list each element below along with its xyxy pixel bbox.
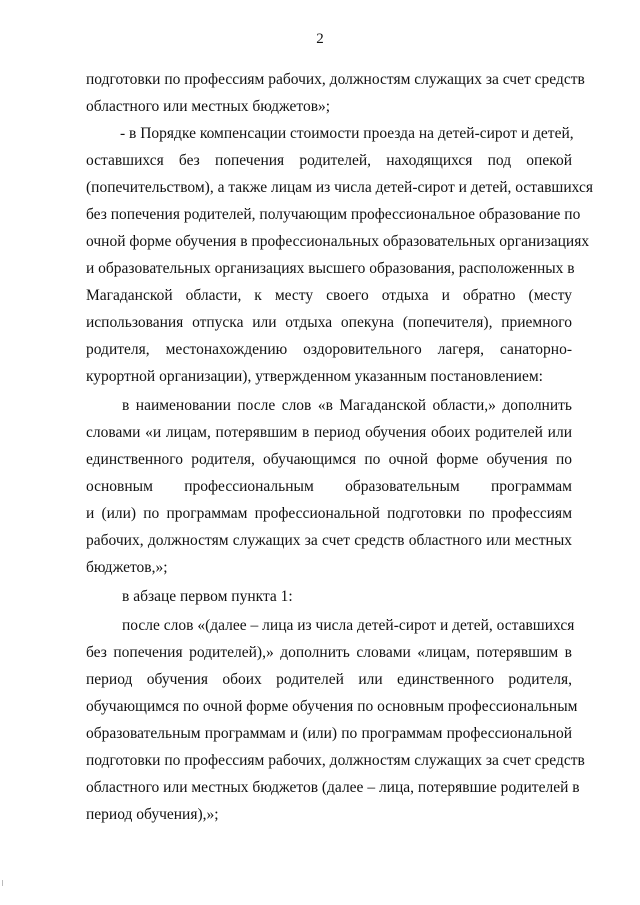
text-line: образовательным программам и (или) по программам профессиональной xyxy=(86,725,572,742)
text-line: Магаданской области, к месту своего отдыха и обратно (месту xyxy=(86,287,572,304)
text-line: в наименовании после слов «в Магаданской области,» дополнить xyxy=(122,397,572,414)
text-line: - в Порядке компенсации стоимости проезда на детей-сирот и детей, xyxy=(120,125,574,142)
page-number: 2 xyxy=(316,31,324,47)
text-line: и (или) по программам профессиональной подготовки по профессиям xyxy=(86,505,572,522)
text-line: в абзаце первом пункта 1: xyxy=(122,588,293,605)
text-line: после слов «(далее – лица из числа детей-сирот и детей, оставшихся xyxy=(122,617,575,634)
text-line: подготовки по профессиям рабочих, должностям служащих за счет средств xyxy=(86,71,585,88)
text-line: словами «и лицам, потерявшим в период обучения обоих родителей или xyxy=(86,424,572,441)
text-line: оставшихся без попечения родителей, находящихся под опекой xyxy=(86,152,572,169)
text-line: рабочих, должностям служащих за счет средств областного или местных xyxy=(86,532,572,549)
text-line: без попечения родителей, получающим профессиональное образование по xyxy=(86,206,581,223)
text-line: областного или местных бюджетов (далее – лица, потерявшие родителей в xyxy=(86,779,580,796)
text-line: и образовательных организациях высшего образования, расположенных в xyxy=(86,260,575,277)
text-line: период обучения обоих родителей или единственного родителя, xyxy=(86,671,572,688)
text-line: без попечения родителей),» дополнить словами «лицам, потерявшим в xyxy=(86,644,572,661)
text-line: курортной организации), утвержденном указанным постановлением: xyxy=(86,368,543,385)
text-line: (попечительством), а также лицам из числа детей-сирот и детей, оставшихся xyxy=(86,179,593,196)
text-line: областного или местных бюджетов»; xyxy=(86,98,331,115)
text-line: родителя, местонахождению оздоровительного лагеря, санаторно- xyxy=(86,341,572,358)
text-line: единственного родителя, обучающимся по очной форме обучения по xyxy=(86,451,572,468)
text-line: подготовки по профессиям рабочих, должностям служащих за счет средств xyxy=(86,752,585,769)
text-line: бюджетов,»; xyxy=(86,559,168,576)
scan-mark xyxy=(2,880,3,886)
text-line: основным профессиональным образовательным программам xyxy=(86,478,572,495)
text-line: очной форме обучения в профессиональных образовательных организациях xyxy=(86,233,590,250)
text-line: период обучения),»; xyxy=(86,806,219,823)
text-line: обучающимся по очной форме обучения по основным профессиональным xyxy=(86,698,578,715)
text-line: использования отпуска или отдыха опекуна (попечителя), приемного xyxy=(86,314,572,331)
